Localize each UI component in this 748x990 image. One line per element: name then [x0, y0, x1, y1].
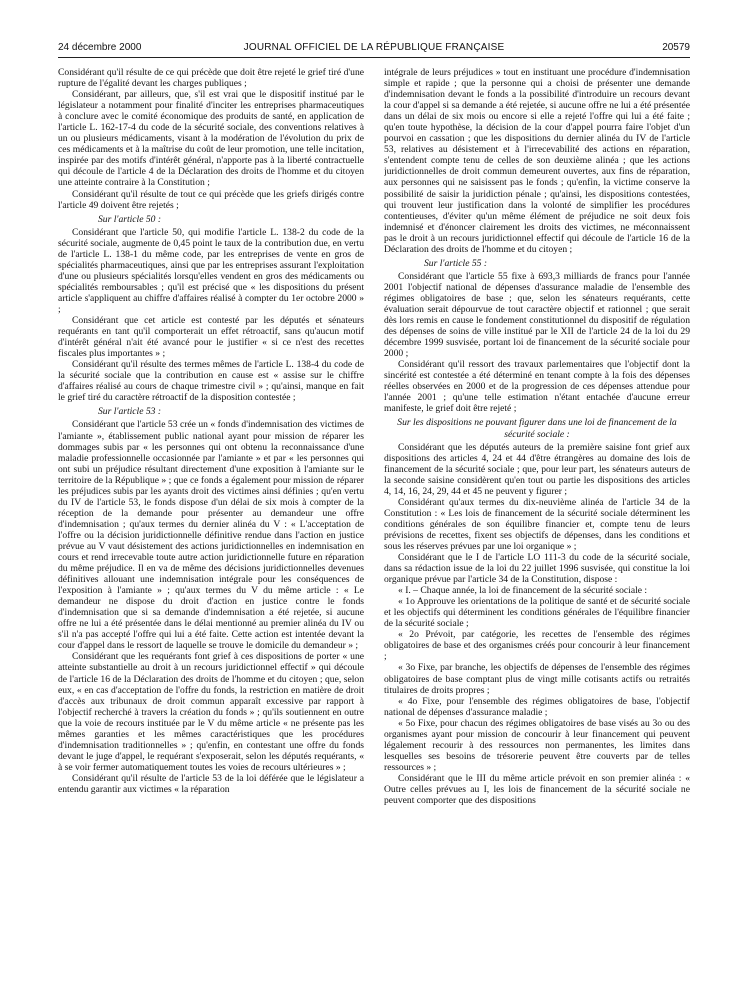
paragraph: « 2o Prévoit, par catégorie, les recettes de l'ensemble des régimes obligatoires de base et des organismes créés pour concourir à leur financement ; — [384, 629, 690, 663]
paragraph: Considérant que cet article est contesté par les députés et sénateurs requérants en tant qu'il comporterait un effet rétroactif, sans qu'aucun motif d'intérêt général n'ait été avancé pour le justifier « si ce n'est des recettes fiscales plus importantes » ; — [58, 315, 364, 360]
section-heading: Sur l'article 55 : — [424, 257, 488, 269]
paragraph: Considérant qu'il ressort des travaux parlementaires que l'objectif dont la sincérité est contestée a été déterminé en tenant compte à la fois des dépenses réelles observées en 2000 et de la progression de ces dépenses attendue pour l'année 2001 ; qu'une telle estimation n'étant entachée d'aucune erreur manifeste, le grief doit être rejeté ; — [384, 359, 690, 415]
paragraph: Considérant que l'article 55 fixe à 693,3 milliards de francs pour l'année 2001 l'objectif national de dépenses d'assurance maladie de l'ensemble des régimes obligatoires de base ; que, selon les sénateurs requérants, cette évaluation serait dépourvue de tout caractère objectif et rationnel ; que serait dès lors remis en cause le fondement constitutionnel du dispositif de régulation des dépenses de soins de ville institué par le XII de l'article 24 de la loi du 29 décembre 1999 susvisée, portant loi de financement de la sécurité sociale pour 2000 ; — [384, 270, 690, 360]
section-heading: Sur les dispositions ne pouvant figurer dans une loi de financement de la sécurité sociale : — [397, 417, 677, 440]
section-heading: Sur l'article 53 : — [98, 406, 162, 418]
paragraph: Considérant que les députés auteurs de la première saisine font grief aux dispositions des articles 4, 24 et 44 d'être étrangères au domaine des lois de financement de la sécurité sociale ; que, pour leur part, les sénateurs auteurs de la seconde saisine considèrent qu'en tout ou partie les dispositions des articles 4, 14, 16, 24, 29, 44 et 45 ne peuvent y figurer ; — [384, 441, 690, 497]
paragraph: « 4o Fixe, pour l'ensemble des régimes obligatoires de base, l'objectif national de dépenses d'assurance maladie ; — [384, 695, 690, 718]
paragraph: Considérant qu'aux termes du dix-neuvième alinéa de l'article 34 de la Constitution : « Les lois de financement de la sécurité sociale déterminent les conditions générales de son équilibre financier et, compte tenu de leurs prévisions de recettes, fixent ses objectifs de dépenses, dans les conditions et sous les réserves prévues par une loi organique » ; — [384, 496, 690, 552]
paragraph: Considérant que les requérants font grief à ces dispositions de porter « une atteinte substantielle au droit à un recours juridictionnel effectif » qui découle de l'article 16 de la Déclaration des droits de l'homme et du citoyen ; que, selon eux, « en cas d'acceptation de l'offre du fonds, la restriction en matière de droit d'accès aux tribunaux de droit commun apparaît excessive par rapport à l'objectif recherché à travers la création du fonds » ; qu'ils soutiennent en outre que la voie de recours instituée par le V du même article « ne présente pas les mêmes garanties et les mêmes caractéristiques que les procédures d'indemnisation traditionnelles » ; qu'enfin, en contestant une offre du fonds devant le juge d'appel, le requérant s'exposerait, selon les députés requérants, « à se voir fermer automatiquement toutes les voies de recours ultérieures » ; — [58, 651, 364, 773]
header-rule — [58, 57, 690, 58]
paragraph: Considérant que l'article 53 crée un « fonds d'indemnisation des victimes de l'amiante », établissement public national ayant pour mission de réparer les dommages subis par « les personnes qui ont obtenu la reconnaissance d'une maladie professionnelle occasionnée par l'amiante » et par « les personnes qui ont subi un préjudice résultant directement d'une exposition à l'amiante sur le territoire de la République » ; que ce fonds a également pour mission de réparer les préjudices subis par les ayants droit des victimes ainsi définies ; qu'en vertu du IV de l'article 53, le fonds dispose d'un délai de six mois à compter de la réception de la demande pour présenter au demandeur une offre d'indemnisation ; qu'aux termes du dernier alinéa du V : « L'acceptation de l'offre ou la décision juridictionnelle définitive rendue dans l'action en justice prévue au V vaut désistement des actions juridictionnelles en indemnisation en cours et rend irrecevable toute autre action juridictionnelle future en réparation du même préjudice. Il en va de même des décisions juridictionnelles devenues définitives allouant une indemnisation intégrale pour les conséquences de l'exposition à l'amiante » ; qu'aux termes du V du même article : « Le demandeur ne dispose du droit d'action en justice contre le fonds d'indemnisation que si sa demande d'indemnisation a été rejetée, si aucune offre ne lui a été présentée dans le délai mentionné au premier alinéa du IV ou s'il n'a pas accepté l'offre qui lui a été faite. Cette action est intentée devant la cour d'appel dans le ressort de laquelle se trouve le domicile du demandeur » ; — [58, 419, 364, 652]
paragraph: Considérant qu'il résulte des termes mêmes de l'article L. 138-4 du code de la sécurité sociale que la contribution en cause est « assise sur le chiffre d'affaires réalisé au cours de chaque trimestre civil » ; qu'ainsi, manque en fait le grief tiré du caractère rétroactif de la disposition contestée ; — [58, 359, 364, 404]
paragraph: Considérant, par ailleurs, que, s'il est vrai que le dispositif institué par le législateur a notamment pour finalité d'inciter les entreprises pharmaceutiques à conclure avec le comité économique des produits de santé, en application de l'article L. 162-17-4 du code de la sécurité sociale, des conventions relatives à un ou plusieurs médicaments, visant à la modération de l'évolution du prix de ces médicaments et à la maîtrise du coût de leur promotion, une telle incitation, inspirée par des motifs d'intérêt général, n'apporte pas à la liberté contractuelle qui découle de l'article 4 de la Déclaration des droits de l'homme et du citoyen une atteinte contraire à la Constitution ; — [58, 89, 364, 189]
paragraph: Considérant que l'article 50, qui modifie l'article L. 138-2 du code de la sécurité sociale, augmente de 0,45 point le taux de la contribution due, en vertu de l'article L. 138-1 du même code, par les entreprises de vente en gros de spécialités pharmaceutiques, ainsi que par les entreprises assurant l'exploitation d'une ou plusieurs spécialités lorsqu'elles vendent en gros des médicaments ou spécialités remboursables ; qu'il est précisé que « les dispositions du présent article s'appliquent au chiffre d'affaires réalisé à compter du 1er octobre 2000 » ; — [58, 226, 364, 315]
paragraph: Considérant qu'il résulte de tout ce qui précède que les griefs dirigés contre l'article 49 doivent être rejetés ; — [58, 188, 364, 211]
paragraph: « I. – Chaque année, la loi de financement de la sécurité sociale : — [398, 585, 648, 597]
header-journal-title: JOURNAL OFFICIEL DE LA RÉPUBLIQUE FRANÇAISE — [243, 42, 505, 53]
section-heading: Sur l'article 50 : — [98, 213, 162, 225]
paragraph: Considérant qu'il résulte de l'article 53 de la loi déférée que le législateur a entendu garantir aux victimes « la réparation — [58, 772, 364, 795]
header-date: 24 décembre 2000 — [58, 42, 142, 53]
paragraph: intégrale de leurs préjudices » tout en instituant une procédure d'indemnisation simple et rapide ; que la personne qui a choisi de présenter une demande d'indemnisation devant le fonds a la possibilité d'introduire un recours devant la cour d'appel si sa demande a été rejetée, si aucune offre ne lui a été présentée dans un délai de six mois ou encore si elle a rejeté l'offre qui lui a été faite ; qu'en toute hypothèse, la décision de la cour d'appel pourra faire l'objet d'un pourvoi en cassation ; que les dispositions du dernier alinéa du IV de l'article 53, relatives au désistement et à l'irrecevabilité des actions en réparation, s'entendent compte tenu de celles de son deuxième alinéa ; que les actions juridictionnelles de droit commun demeurent ouvertes, aux fins de réparation, aux personnes qui ne saisissent pas le fonds ; qu'enfin, la victime conserve la possibilité de saisir la juridiction pénale ; qu'ainsi, les dispositions contestées, qui trouvent leur justification dans la volonté de simplifier les procédures contentieuses, d'éviter qu'un même élément de préjudice ne soit deux fois indemnisé et d'énoncer clairement les droits des victimes, ne méconnaissent pas le droit à un recours juridictionnel effectif qui découle de l'article 16 de la Déclaration des droits de l'homme et du citoyen ; — [384, 67, 690, 255]
paragraph: « 5o Fixe, pour chacun des régimes obligatoires de base visés au 3o ou des organismes ayant pour mission de concourir à leur financement qui peuvent légalement recourir à des ressources non permanentes, les limites dans lesquelles ses besoins de trésorerie peuvent être couverts par de telles ressources » ; — [384, 717, 690, 773]
paragraph: Considérant qu'il résulte de ce qui précède que doit être rejeté le grief tiré d'une rupture de l'égalité devant les charges publiques ; — [58, 67, 364, 90]
paragraph: Considérant que le I de l'article LO 111-3 du code de la sécurité sociale, dans sa rédaction issue de la loi du 22 juillet 1996 susvisée, qui constitue la loi organique prévue par l'article 34 de la Constitution, dispose : — [384, 552, 690, 586]
paragraph: « 1o Approuve les orientations de la politique de santé et de sécurité sociale et les objectifs qui déterminent les conditions générales de l'équilibre financier de la sécurité sociale ; — [384, 596, 690, 630]
page-header — [58, 42, 690, 56]
right-column — [384, 67, 690, 977]
paragraph: Considérant que le III du même article prévoit en son premier alinéa : « Outre celles prévues au I, les lois de financement de la sécurité sociale ne peuvent comporter que des dispositions — [384, 772, 690, 807]
paragraph: « 3o Fixe, par branche, les objectifs de dépenses de l'ensemble des régimes obligatoires de base comptant plus de vingt mille cotisants actifs ou retraités titulaires de droits propres ; — [384, 662, 690, 696]
header-page-number: 20579 — [662, 42, 690, 53]
left-column — [58, 67, 364, 977]
